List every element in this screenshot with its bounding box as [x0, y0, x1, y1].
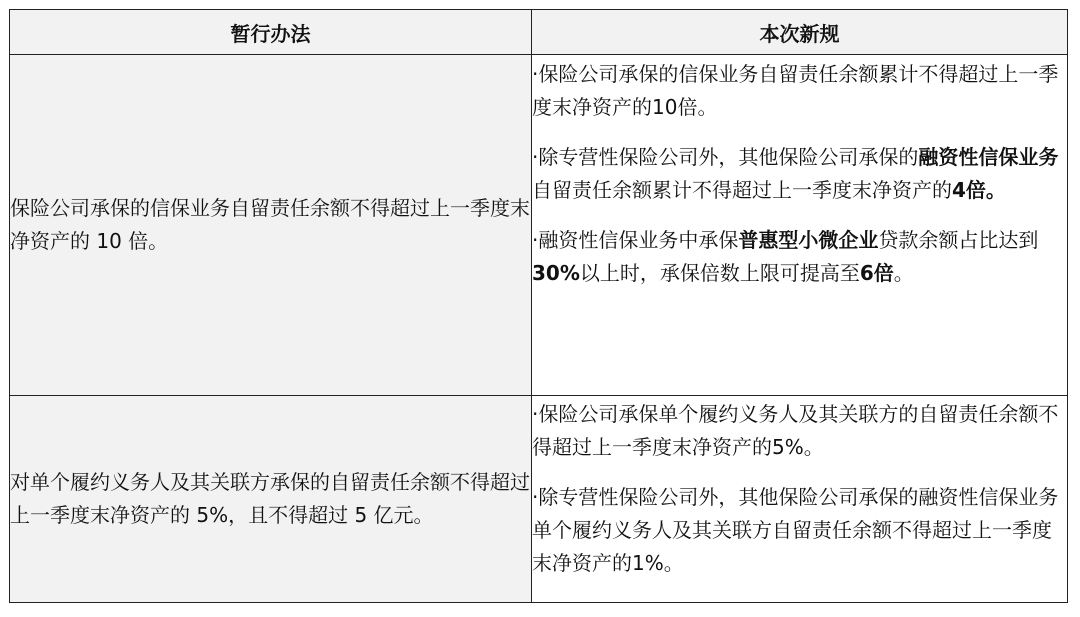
comparison-table [9, 9, 1068, 603]
new-rule-paragraph [532, 481, 1067, 580]
rule-emphasis: 4倍。 [952, 178, 1006, 202]
new-rule-list [532, 55, 1067, 290]
rule-emphasis: 融资性信保业务 [918, 145, 1059, 169]
rule-emphasis: 6倍 [859, 261, 894, 285]
header-old-rules: 暂行办法 [10, 10, 532, 55]
table-header-row [10, 10, 1068, 55]
new-rule-cell [532, 55, 1068, 396]
rule-text: 贷款余额占比达到 [878, 228, 1039, 252]
old-rule-cell: 对单个履约义务人及其关联方承保的自留责任余额不得超过上一季度末净资产的 5%，且不得超过 5 亿元。 [10, 396, 532, 603]
rule-text: ·保险公司承保的信保业务自留责任余额累计不得超过上一季度末净资产的10倍。 [532, 62, 1059, 119]
rule-text: 以上时，承保倍数上限可提高至 [579, 261, 860, 285]
table-row [10, 396, 1068, 603]
new-rule-list [532, 396, 1067, 580]
rule-text: 。 [893, 261, 914, 285]
new-rule-paragraph [532, 141, 1067, 207]
header-new-rules: 本次新规 [532, 10, 1068, 55]
rule-emphasis: 普惠型小微企业 [738, 228, 879, 252]
table-row [10, 55, 1068, 396]
new-rule-paragraph [532, 224, 1067, 290]
rule-emphasis: 30% [532, 261, 580, 285]
new-rule-paragraph [532, 398, 1067, 464]
rule-text: 自留责任余额累计不得超过上一季度末净资产的 [532, 178, 952, 202]
rule-text: ·融资性信保业务中承保 [532, 228, 739, 252]
comparison-table-wrapper [9, 9, 1067, 603]
rule-text: ·除专营性保险公司外，其他保险公司承保的 [532, 145, 919, 169]
rule-text: ·保险公司承保单个履约义务人及其关联方的自留责任余额不得超过上一季度末净资产的5%。 [532, 402, 1059, 459]
rule-text: ·除专营性保险公司外，其他保险公司承保的融资性信保业务单个履约义务人及其关联方自留责任余额不得超过上一季度末净资产的1%。 [532, 485, 1059, 575]
old-rule-cell: 保险公司承保的信保业务自留责任余额不得超过上一季度末净资产的 10 倍。 [10, 55, 532, 396]
new-rule-paragraph [532, 58, 1067, 124]
new-rule-cell [532, 396, 1068, 603]
